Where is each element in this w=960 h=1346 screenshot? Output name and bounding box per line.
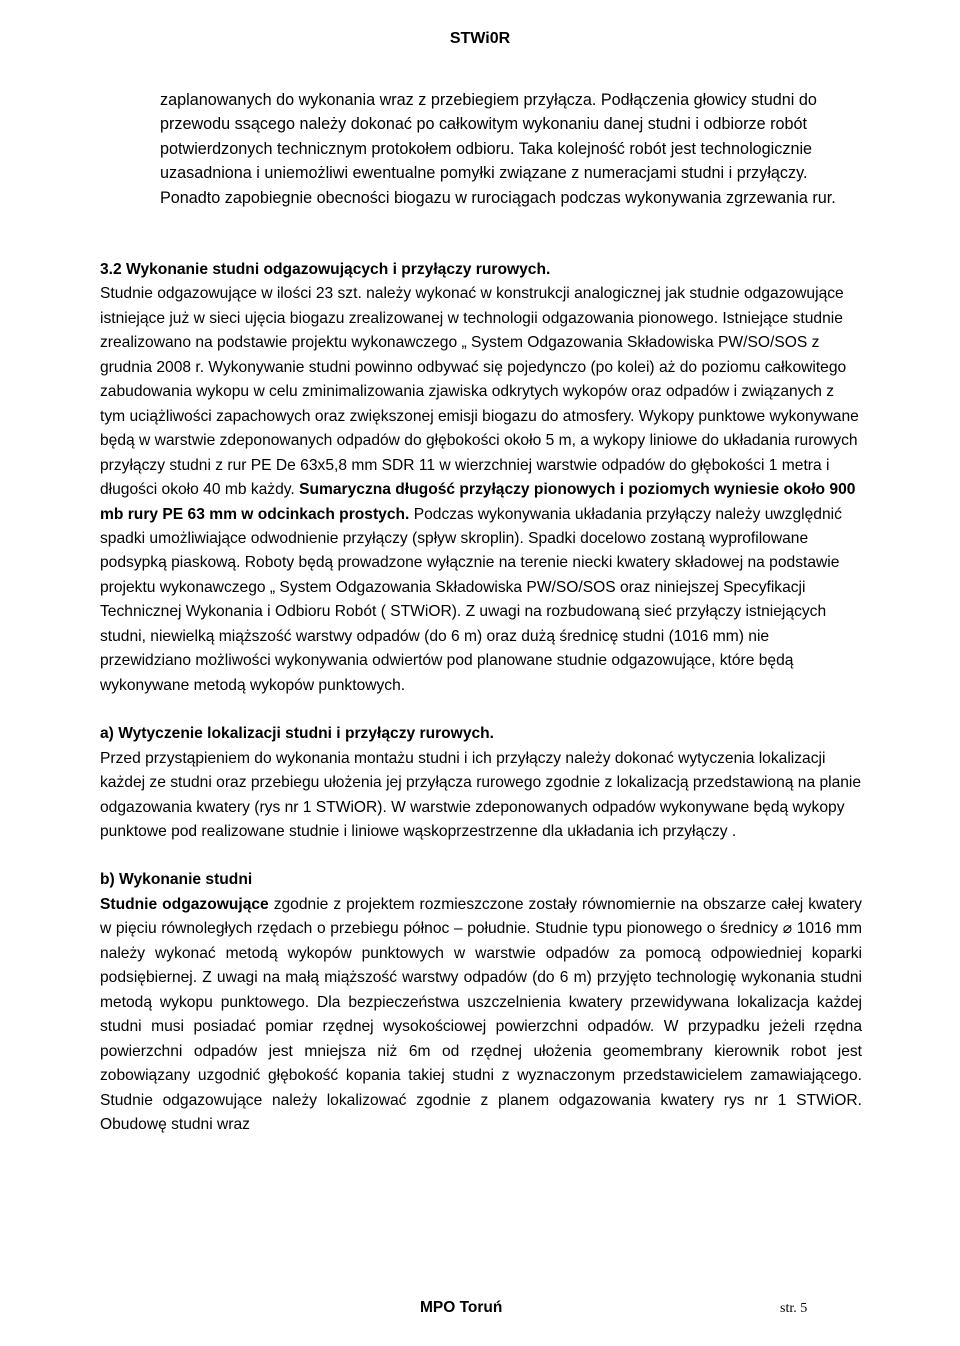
subsection-b-paragraph [100, 893, 862, 1138]
subsection-b-text: zgodnie z projektem rozmieszczone zostały równomiernie na obszarze całej kwatery w pięciu równoległych rzędach o przebiegu północ – południe. Studnie typu pionowego o średnicy ⌀ 1016 mm należy wykonać metodą wykopów punktowych w warstwie odpadów za pomocą odpowiedniej koparki podsiębiernej. Z uwagi na małą miąższość warstwy odpadów (do 6 m) przyjęto technologię wykonania studni metodą wykopu punktowego. Dla bezpieczeństwa uszczelnienia kwatery przewidywana lokalizacja każdej studni musi posiadać pomiar rzędnej wysokościowej powierzchni odpadów. W przypadku jeżeli rzędna powierzchni odpadów jest mniejsza niż 6m od rzędnej ułożenia geomembrany kierownik robot jest zobowiązany uzgodnić głębokość kopania takiej studni z wyznaczonym przedstawicielem zamawiającego. Studnie odgazowujące należy lokalizować zgodnie z planem odgazowania kwatery rys nr 1 STWiOR. Obudowę studni wraz [100, 895, 862, 1133]
section-3-2-bold-summary: Sumaryczna długość przyłączy pionowych i poziomych wyniesie około 900 mb rury PE 63 mm w odcinkach prostych. [100, 481, 856, 523]
subsection-a-paragraph: Przed przystąpieniem do wykonania montażu studni i ich przyłączy należy dokonać wytyczenia lokalizacji każdej ze studni oraz przebiegu ułożenia jej przyłącza rurowego zgodnie z lokalizacją przedstawioną na planie odgazowania kwatery (rys nr 1 STWiOR). W warstwie zdeponowanych odpadów wykonywane będą wykopy punktowe pod realizowane studnie i liniowe wąskoprzestrzenne dla układania ich przyłączy . [100, 749, 862, 840]
section-heading-3-2: 3.2 Wykonanie studni odgazowujących i przyłączy rurowych. [100, 261, 551, 278]
subsection-heading-a: a) Wytyczenie lokalizacji studni i przyłączy rurowych. [100, 725, 495, 743]
page-header: STWi0R [449, 30, 511, 47]
section-3-2-text-a: Studnie odgazowujące w ilości 23 szt. należy wykonać w konstrukcji analogicznej jak studnie odgazowujące istniejące już w sieci ujęcia biogazu zrealizowanej w technologii odgazowania pionowego. Istniejące studnie zrealizowano na podstawie projektu wykonawczego „ System Odgazowania Składowiska PW/SO/SOS z grudnia 2008 r. Wykonywanie studni powinno odbywać się pojedynczo (po kolei) aż do poziomu całkowitego zabudowania wykopu w celu zminimalizowania zjawiska odkrytych wykopów oraz odpadów i związanych z tym uciążliwości zapachowych oraz zwiększonej emisji biogazu do atmosfery. Wykopy punktowe wykonywane będą w warstwie zdeponowanych odpadów do głębokości około 5 m, a wykopy liniowe do układania rurowych przyłączy studni z rur PE De 63x5,8 mm SDR 11 w wierzchniej warstwie odpadów do głębokości 1 metra i długości około 40 mb każdy. [100, 285, 859, 499]
footer-organization: MPO Toruń [420, 1299, 503, 1316]
subsection-b-lead: Studnie odgazowujące [100, 895, 269, 913]
intro-paragraph-block [160, 88, 850, 210]
page-number: str. 5 [780, 1301, 808, 1316]
intro-paragraph: zaplanowanych do wykonania wraz z przebiegiem przyłącza. Podłączenia głowicy studni do przewodu ssącego należy dokonać po całkowitym wykonaniu danej studni i odbiorze robót potwierdzonych technicznym protokołem odbioru. Taka kolejność robót jest technologicznie uzasadniona i uniemożliwi ewentualne pomyłki związane z numeracjami studni i przyłączy. Ponadto zapobiegnie obecności biogazu w rurociągach podczas wykonywania zgrzewania rur. [160, 91, 836, 207]
spacer [100, 698, 862, 722]
main-content [100, 258, 862, 1137]
section-3-2-paragraph [100, 282, 862, 698]
subsection-heading-b: b) Wykonanie studni [100, 871, 253, 889]
section-3-2-text-b: Podczas wykonywania układania przyłączy należy uwzględnić spadki umożliwiające odwodnienie przyłączy (spływ skroplin). Spadki docelowo zostaną wyprofilowane podsypką piaskową. Roboty będą prowadzone wyłącznie na terenie niecki kwatery składowej na podstawie projektu wykonawczego „ System Odgazowania Składowiska PW/SO/SOS oraz niniejszej Specyfikacji Technicznej Wykonania i Odbioru Robót ( STWiOR). Z uwagi na rozbudowaną sieć przyłączy istniejących studni, niewielką miąższość warstwy odpadów (do 6 m) oraz dużą średnicę studni (1016 mm) nie przewidziano możliwości wykonywania odwiertów pod planowane studnie odgazowujące, które będą wykonywane metodą wykopów punktowych. [100, 505, 842, 694]
spacer [100, 844, 862, 868]
